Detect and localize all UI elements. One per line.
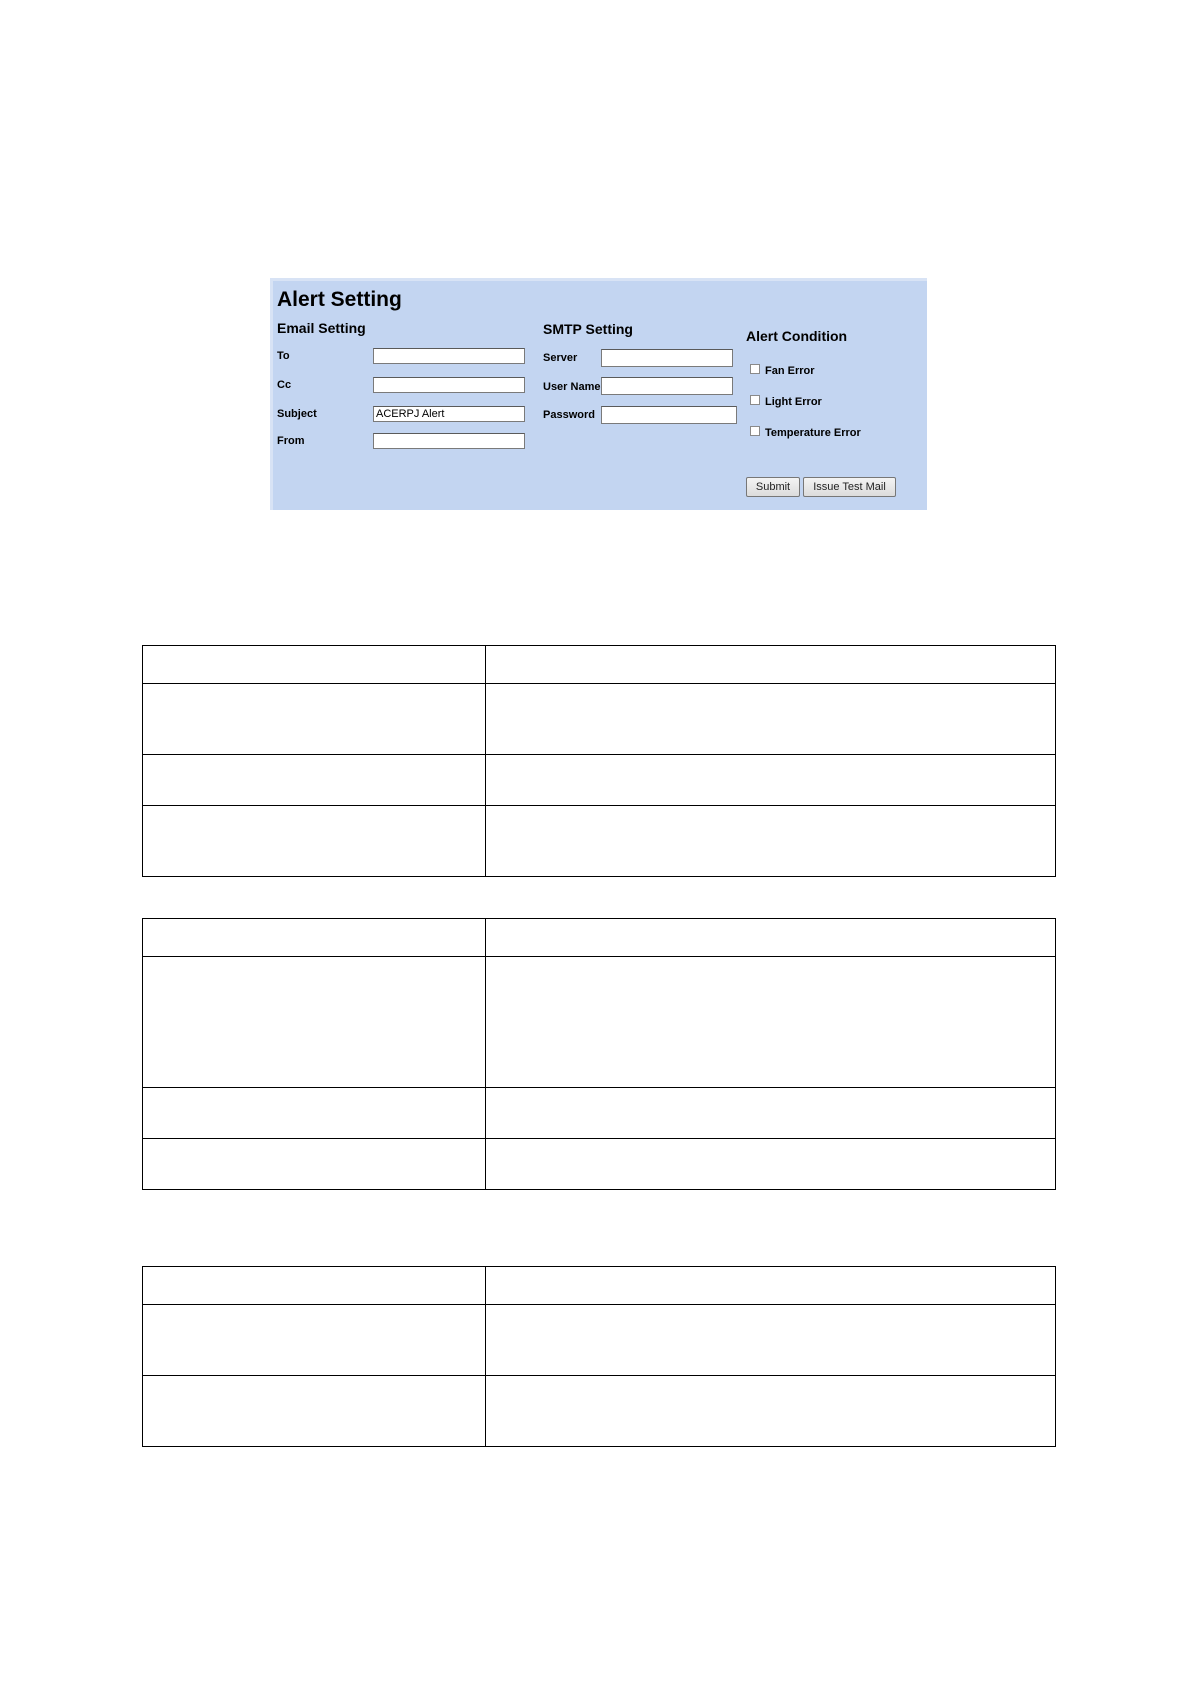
table-1 [142,645,1056,877]
table-row [143,1376,1056,1447]
email-setting-title: Email Setting [277,320,366,336]
fan-error-label: Fan Error [765,365,815,377]
table-cell [143,919,486,957]
subject-field[interactable] [373,406,525,422]
fan-error-checkbox[interactable] [750,364,760,374]
table-cell [143,1088,486,1139]
table-cell [143,755,486,806]
table-cell [486,755,1056,806]
table-cell [143,646,486,684]
smtp-setting-title: SMTP Setting [543,321,633,337]
table-cell [486,957,1056,1088]
table-cell [143,957,486,1088]
table-2 [142,918,1056,1190]
table-cell [143,1376,486,1447]
table-cell [486,1305,1056,1376]
password-label: Password [543,409,595,421]
table-row [143,1088,1056,1139]
table-cell [486,1088,1056,1139]
username-field[interactable] [601,377,733,395]
table-cell [143,1139,486,1190]
cc-field[interactable] [373,377,525,393]
from-label: From [277,435,305,447]
table-row [143,806,1056,877]
username-label: User Name [543,381,601,393]
alert-setting-panel [270,278,927,510]
table-cell [143,1267,486,1305]
table-cell [486,806,1056,877]
server-label: Server [543,352,578,364]
table-row [143,1139,1056,1190]
from-field[interactable] [373,433,525,449]
table-cell [486,919,1056,957]
table-cell [486,684,1056,755]
table-cell [486,646,1056,684]
subject-label: Subject [277,408,317,420]
table-cell [486,1139,1056,1190]
table-row [143,957,1056,1088]
table-row [143,646,1056,684]
table-row [143,755,1056,806]
table-cell [486,1376,1056,1447]
table-row [143,1267,1056,1305]
to-label: To [277,350,290,362]
server-field[interactable] [601,349,733,367]
issue-test-mail-button[interactable]: Issue Test Mail [803,477,896,497]
submit-button[interactable]: Submit [746,477,800,497]
table-row [143,684,1056,755]
table-row [143,919,1056,957]
cc-label: Cc [277,379,292,391]
password-field[interactable] [601,406,737,424]
light-error-checkbox[interactable] [750,395,760,405]
table-cell [143,684,486,755]
temperature-error-label: Temperature Error [765,427,861,439]
table-cell [143,806,486,877]
light-error-label: Light Error [765,396,822,408]
table-3 [142,1266,1056,1447]
panel-title: Alert Setting [277,288,402,311]
to-field[interactable] [373,348,525,364]
table-cell [143,1305,486,1376]
temperature-error-checkbox[interactable] [750,426,760,436]
table-row [143,1305,1056,1376]
alert-condition-title: Alert Condition [746,328,848,344]
table-cell [486,1267,1056,1305]
